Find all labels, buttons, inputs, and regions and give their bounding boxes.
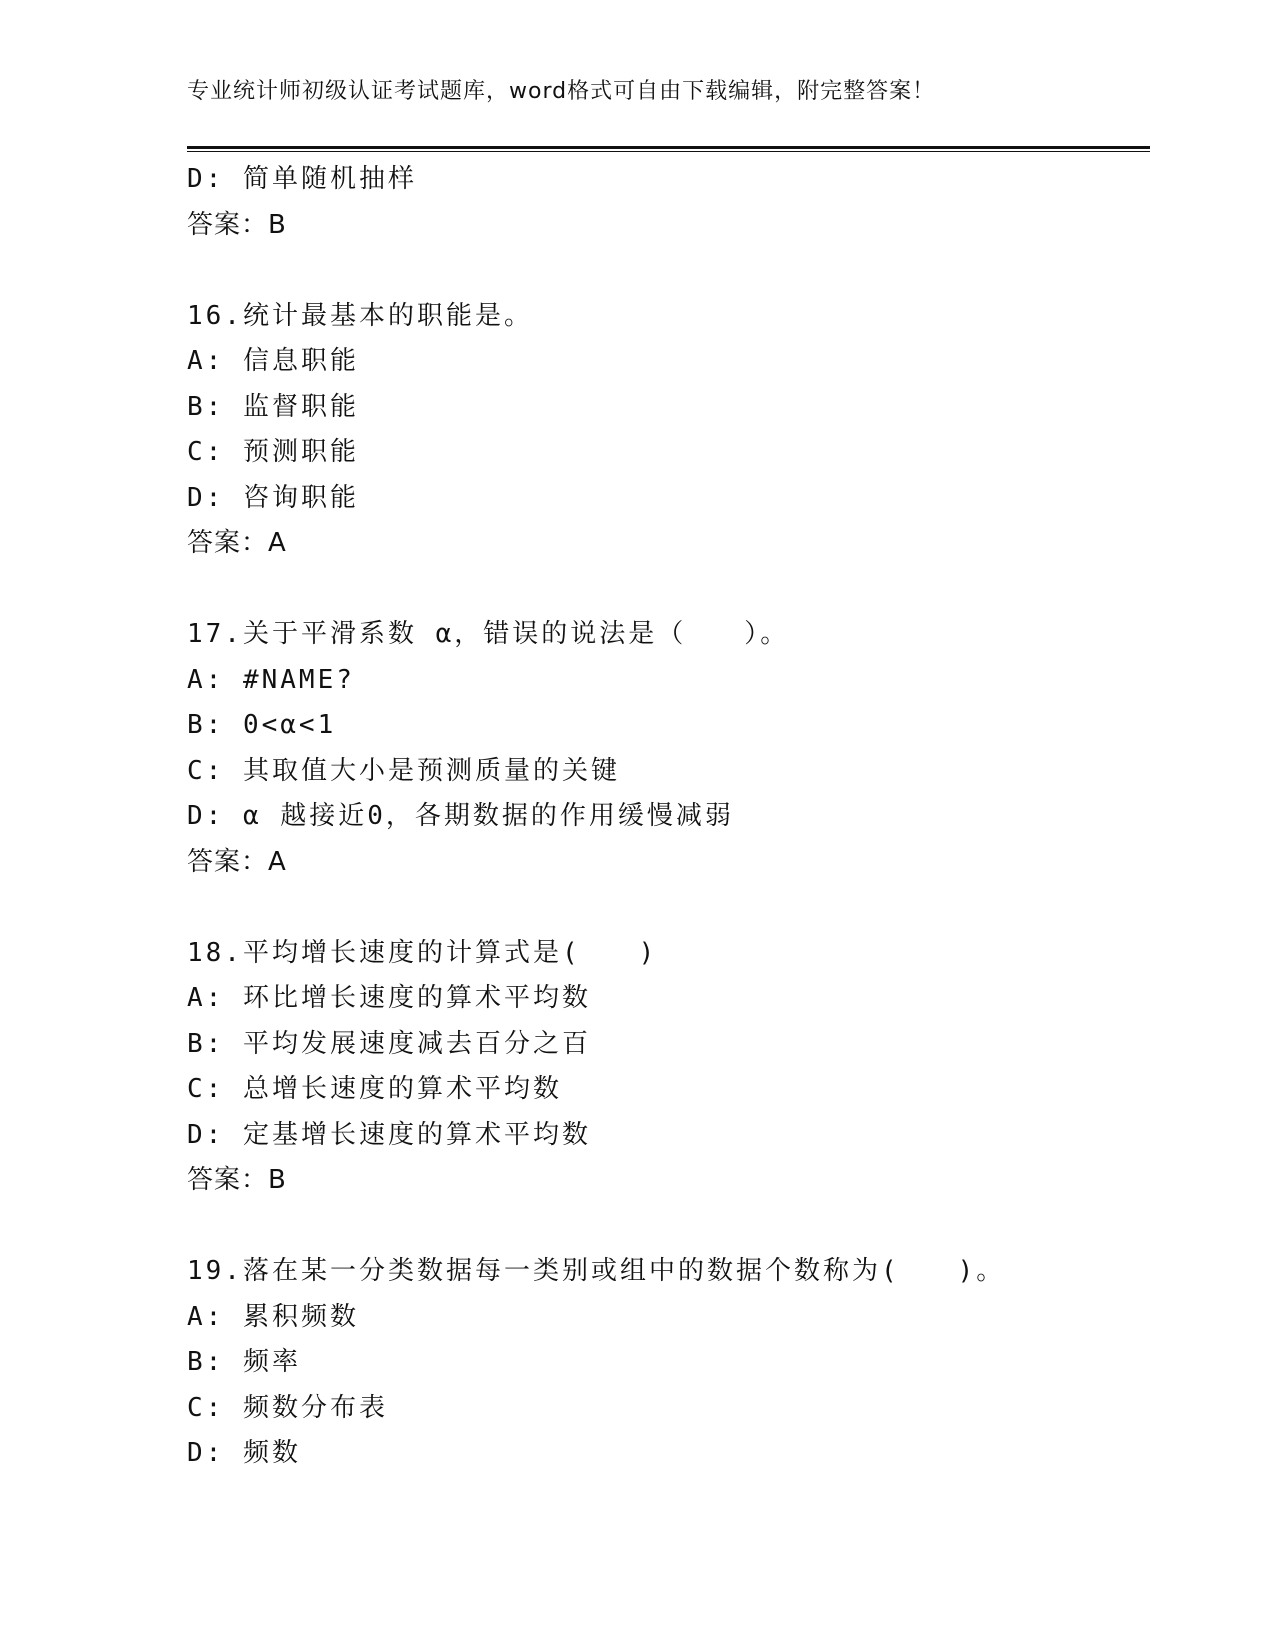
option-line: A: 环比增长速度的算术平均数 [187,983,591,1013]
option-line: D: 频数 [187,1438,301,1468]
option-line: D: 简单随机抽样 [187,164,417,194]
answer-line: 答案：B [187,1165,287,1195]
option-line: A: 信息职能 [187,346,359,376]
option-line: B: 0<α<1 [187,710,337,740]
option-line: D: 定基增长速度的算术平均数 [187,1119,591,1150]
question-content [187,157,1147,1477]
option-line: C: 频数分布表 [187,1392,388,1423]
question-17: 17.关于平滑系数 α，错误的说法是（ ）。 [187,619,790,649]
option-line: B: 平均发展速度减去百分之百 [187,1028,591,1059]
option-line: A: #NAME? [187,664,355,695]
page-header: 专业统计师初级认证考试题库，word格式可自由下载编辑，附完整答案！ [187,79,936,104]
spacer [187,567,1147,613]
answer-line: 答案：A [187,846,287,877]
spacer [187,248,1147,294]
option-line: D: α 越接近0，各期数据的作用缓慢减弱 [187,801,734,831]
option-line: C: 其取值大小是预测质量的关键 [187,755,620,786]
question-19: 19.落在某一分类数据每一类别或组中的数据个数称为( )。 [187,1256,1006,1286]
spacer [187,885,1147,931]
header-rule-thick [187,146,1150,149]
option-line: B: 监督职能 [187,391,359,422]
option-line: A: 累积频数 [187,1301,359,1332]
question-16: 16.统计最基本的职能是。 [187,300,533,331]
answer-line: 答案：B [187,209,287,240]
header-rule-thin [187,151,1150,152]
option-line: D: 咨询职能 [187,482,359,513]
option-line: B: 频率 [187,1347,301,1377]
question-18: 18.平均增长速度的计算式是( ) [187,937,658,968]
answer-line: 答案：A [187,528,287,558]
option-line: C: 预测职能 [187,437,359,467]
option-line: C: 总增长速度的算术平均数 [187,1074,562,1104]
spacer [187,1204,1147,1250]
